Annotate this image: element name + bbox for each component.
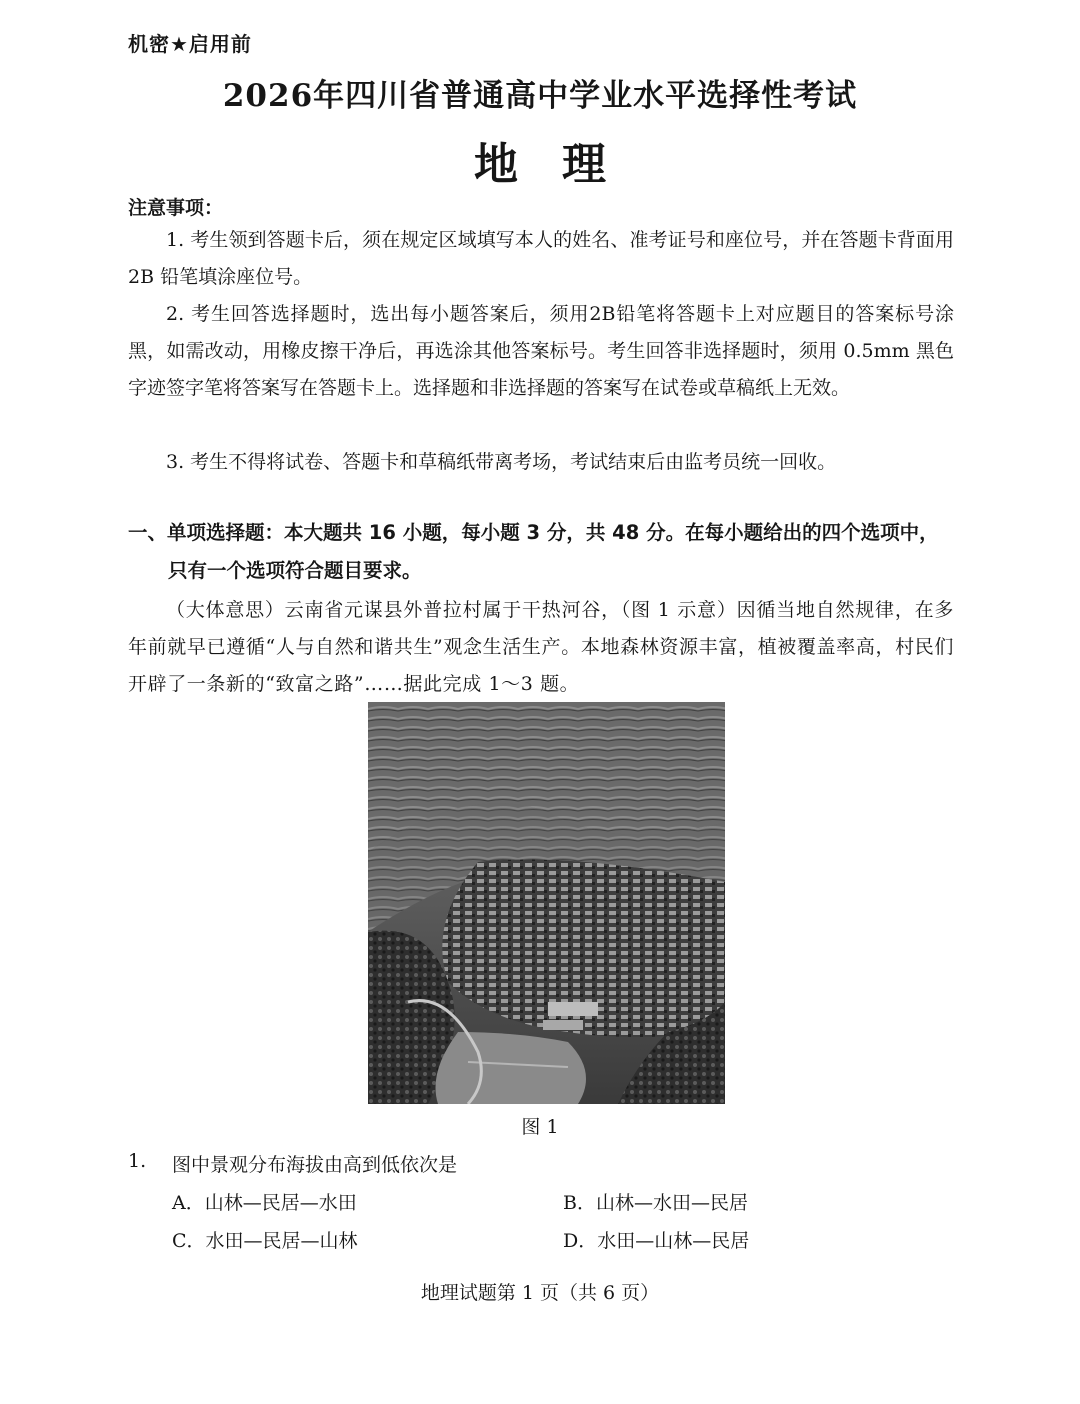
option-b: B．山林—水田—民居 — [563, 1192, 748, 1214]
notice-item-1: 1. 考生领到答题卡后，须在规定区域填写本人的姓名、准考证号和座位号，并在答题卡背面用 2B 铅笔填涂座位号。 — [128, 229, 954, 288]
question-number: 1. — [128, 1150, 147, 1172]
page-footer: 地理试题第 1 页（共 6 页） — [420, 1282, 660, 1304]
notice-item-3: 3. 考生不得将试卷、答题卡和草稿纸带离考场，考试结束后由监考员统一回收。 — [166, 451, 837, 473]
option-a: A．山林—民居—水田 — [172, 1192, 357, 1214]
question-stem: 图中景观分布海拔由高到低依次是 — [172, 1154, 458, 1176]
exam-title: 2026年四川省普通高中学业水平选择性考试 — [222, 78, 858, 114]
passage-text: （大体意思）云南省元谋县外普拉村属于干热河谷，（图 1 示意）因循当地自然规律，在多年前就早已遵循“人与自然和谐共生”观念生活生产。本地森林资源丰富，植被覆盖率高，村民们开辟了一条新的“致富之路”……据此完成 1～3 题。 — [128, 599, 954, 695]
figure-caption: 图 1 — [521, 1116, 559, 1138]
section-heading: 一、单项选择题：本大题共 16 小题，每小题 3 分，共 48 分。在每小题给出的四个选项中，只有一个选项符合题目要求。 — [128, 521, 939, 582]
option-c: C．水田—民居—山林 — [172, 1230, 358, 1252]
notice-item-2: 2. 考生回答选择题时，选出每小题答案后，须用2B铅笔将答题卡上对应题目的答案标号涂黑，如需改动，用橡皮擦干净后，再选涂其他答案标号。考生回答非选择题时，须用 0.5mm 黑色字迹签字笔将答案写在答题卡上。选择题和非选择题的答案写在试卷或草稿纸上无效。 — [128, 303, 954, 399]
notice-heading: 注意事项： — [128, 197, 224, 219]
option-d: D．水田—山林—民居 — [563, 1230, 750, 1252]
village-aerial-photo — [368, 702, 725, 1104]
subject-title: 地 理 — [474, 139, 606, 190]
confidential-label: 机密★启用前 — [128, 32, 252, 56]
